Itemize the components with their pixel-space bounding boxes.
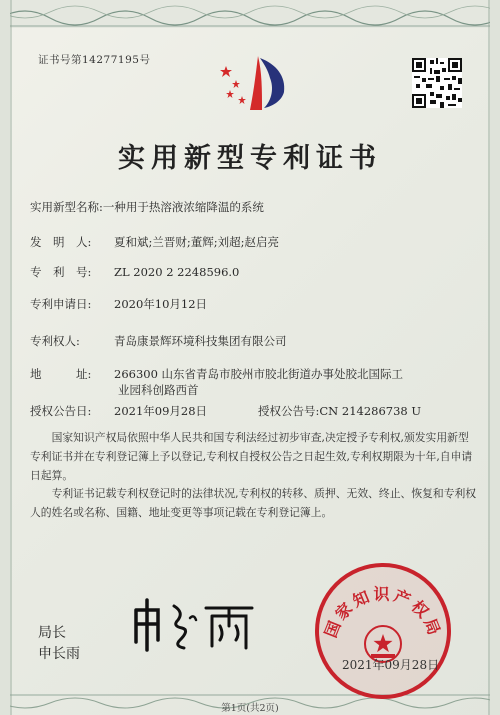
grant-date-value: 2021年09月28日 [114, 404, 208, 418]
utility-model-name-row [30, 199, 264, 215]
grant-number-value: CN 214286738 U [319, 404, 422, 418]
inventor-row [30, 234, 279, 250]
filing-date-row [30, 296, 207, 312]
inventor-label: 发 明 人: [30, 235, 92, 249]
grant-number-label: 授权公告号: [258, 404, 320, 418]
address-row [30, 366, 403, 382]
address-label: 地 址: [30, 367, 92, 381]
signatory-title: 局长 [38, 625, 66, 641]
record-statement-paragraph: 专利证书记载专利权登记时的法律状况,专利权的转移、质押、无效、终止、恢复和专利权人的姓名或名称、国籍、地址变更等事项记载在专利登记簿上。 [30, 487, 477, 519]
seal-date: 2021年09月28日 [342, 658, 440, 672]
utility-model-name-label: 实用新型名称: [30, 200, 103, 214]
utility-model-name-value: 一种用于热溶液浓缩降温的系统 [102, 200, 264, 214]
grant-statement-paragraph: 国家知识产权局依照中华人民共和国专利法经过初步审查,决定授予专利权,颁发实用新型专利证书并在专利登记簿上予以登记,专利权自授权公告之日起生效,专利权期限为十年,自申请日起算。 [30, 431, 473, 482]
ornamental-border-right [486, 0, 500, 715]
patent-holder-row [30, 333, 287, 349]
ornamental-border-left [0, 0, 14, 715]
handwritten-signature [128, 596, 258, 654]
grant-date-row [30, 403, 207, 419]
seal-text: 国家知识产权局 [320, 584, 446, 641]
grant-number-row [258, 403, 421, 419]
patent-number-label: 专 利 号: [30, 265, 92, 279]
page-footer: 第1页(共2页) [221, 703, 279, 714]
inventor-value: 夏和斌;兰晋财;董辉;刘超;赵启亮 [114, 235, 279, 249]
document-title: 实用新型专利证书 [118, 143, 382, 174]
official-seal-stamp [312, 560, 454, 702]
filing-date-label: 专利申请日: [30, 297, 92, 311]
certificate-number: 证书号第14277195号 [38, 54, 151, 66]
grant-date-label: 授权公告日: [30, 404, 92, 418]
patent-number-row [30, 264, 239, 280]
patent-holder-value: 青岛康景辉环境科技集团有限公司 [114, 334, 287, 348]
patent-number-value: ZL 2020 2 2248596.0 [114, 265, 240, 279]
patent-holder-label: 专利权人: [30, 334, 80, 348]
filing-date-value: 2020年10月12日 [114, 297, 208, 311]
address-line-1: 266300 山东省青岛市胶州市胶北街道办事处胶北国际工 [114, 367, 404, 381]
address-line-2: 业园科创路西首 [118, 383, 199, 397]
qr-code-icon [412, 58, 462, 108]
cnipa-emblem-icon [212, 52, 296, 112]
signatory-name: 申长雨 [38, 646, 80, 662]
ornamental-border-top [0, 0, 500, 28]
